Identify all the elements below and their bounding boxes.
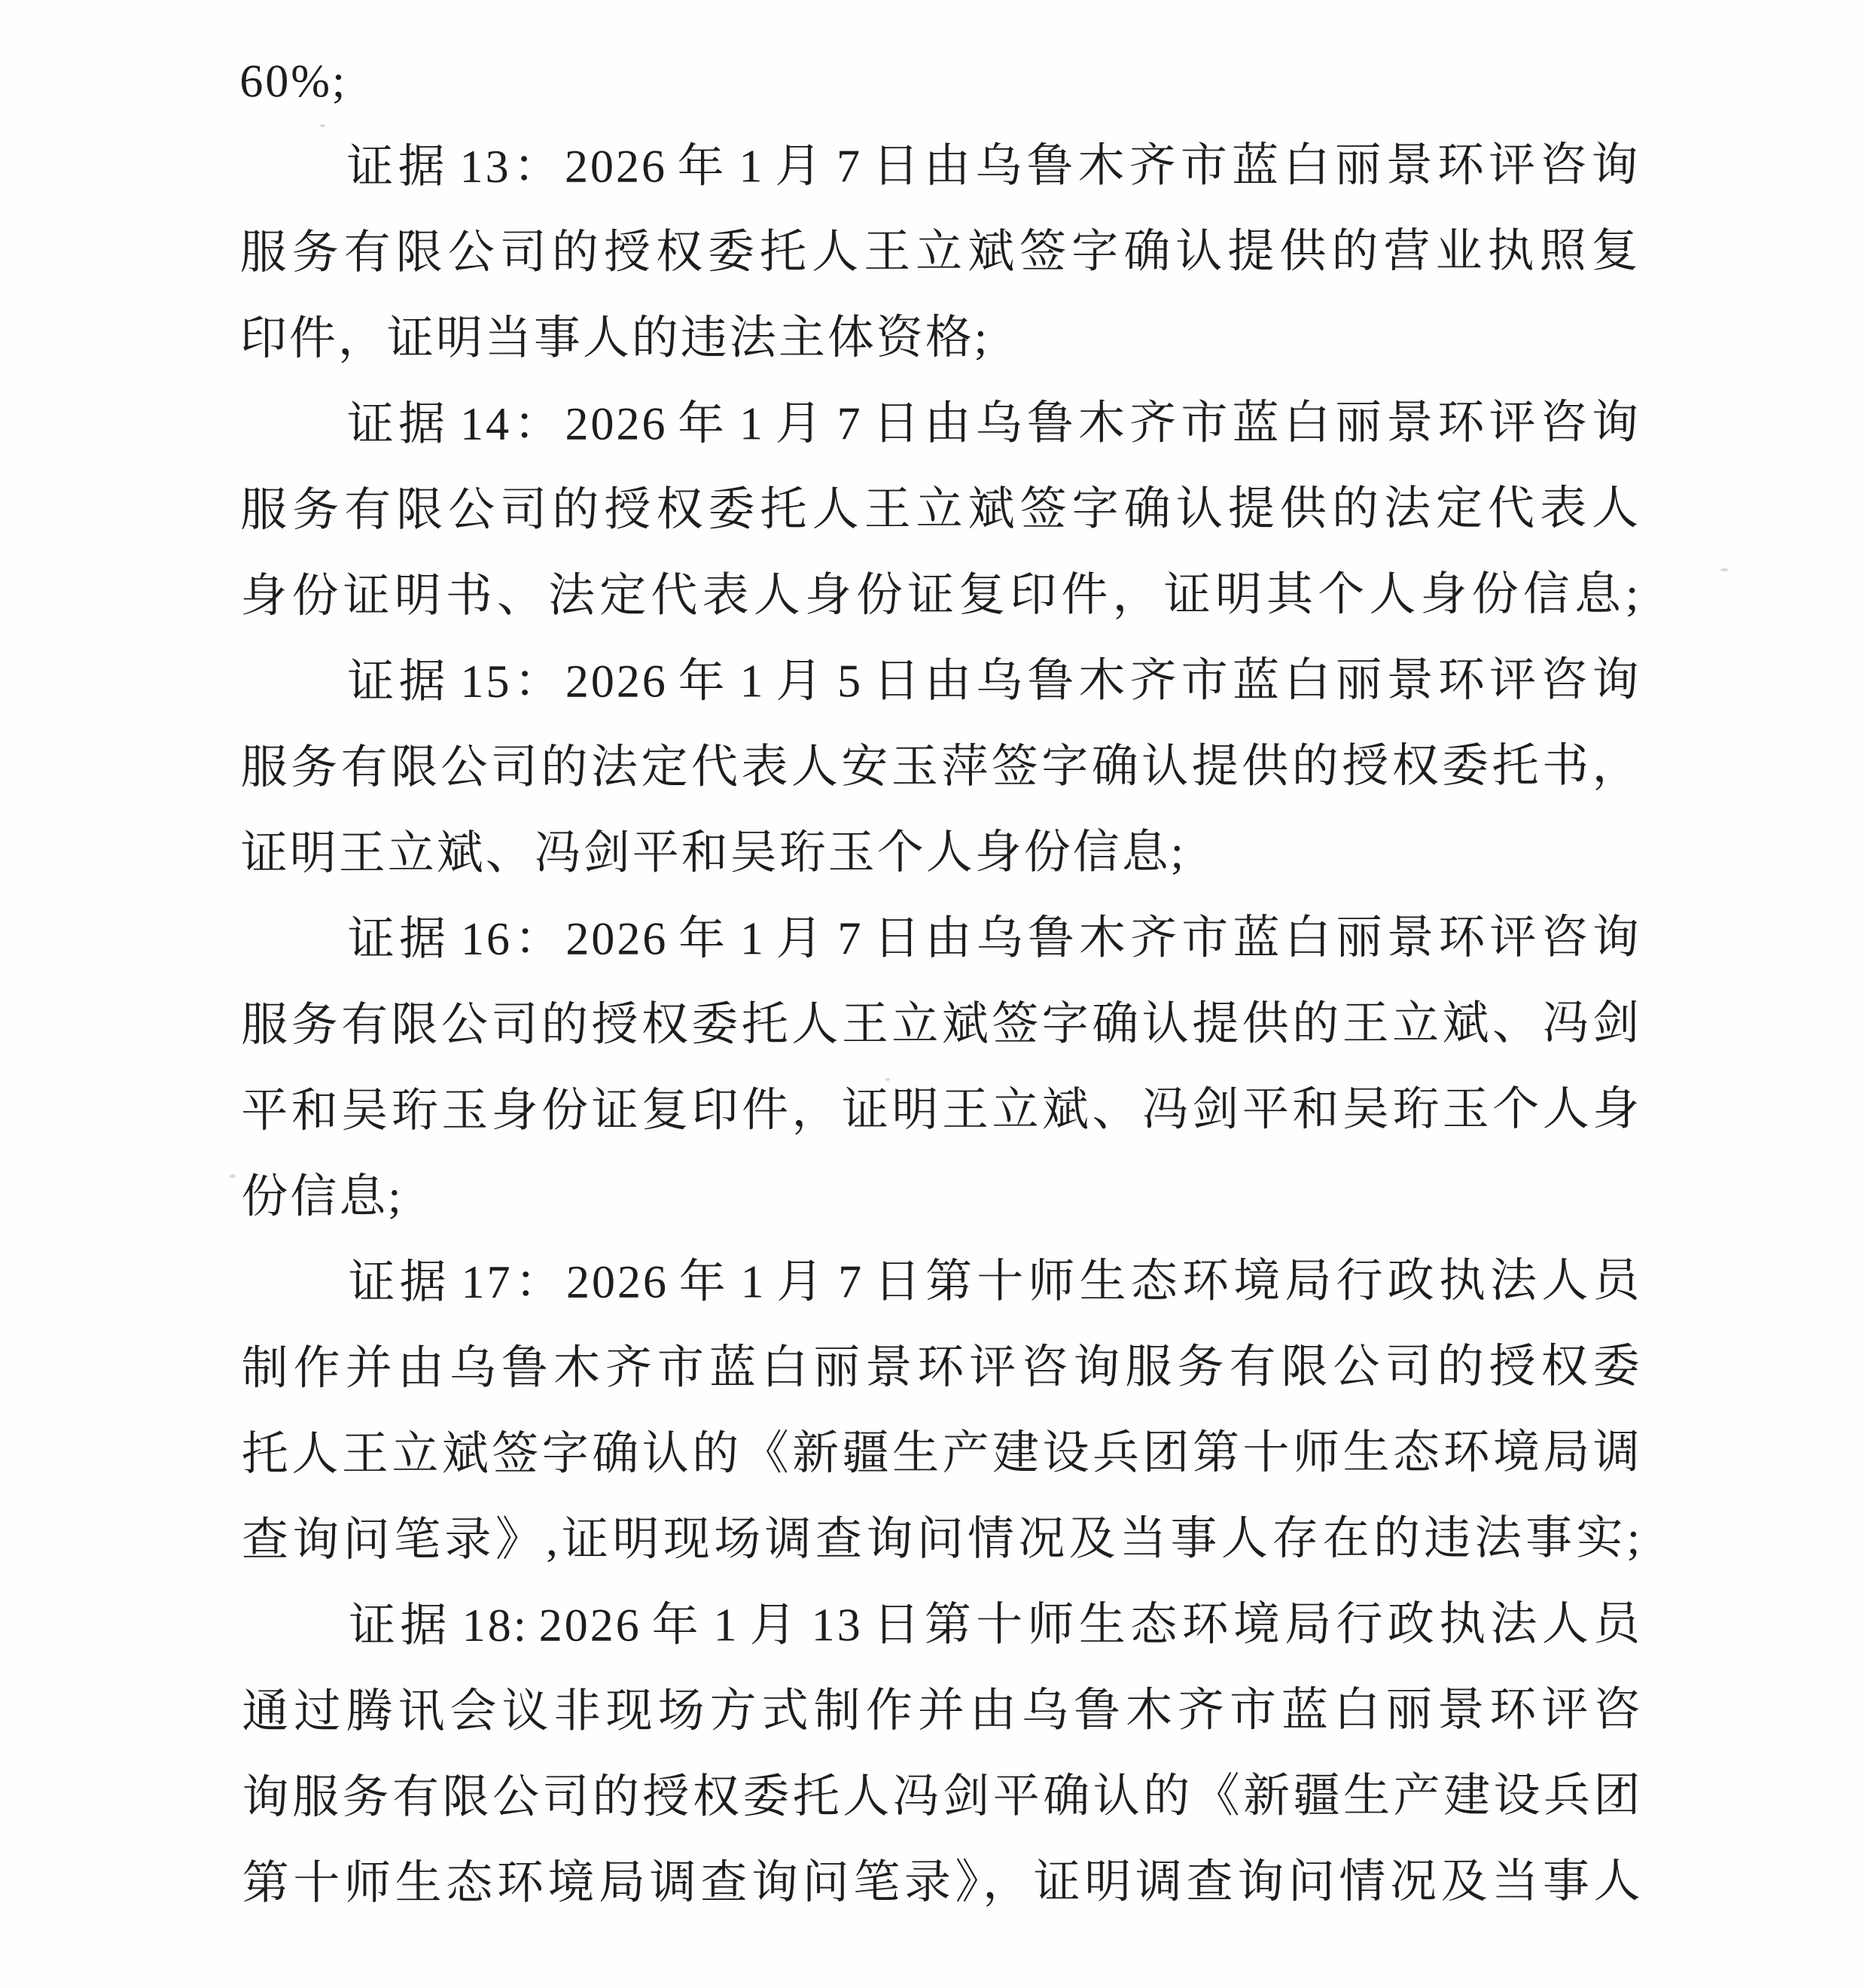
- text-line: 托人王立斌签字确认的《新疆生产建设兵团第十师生态环境局调: [241, 1426, 1642, 1481]
- text-line: 制作并由乌鲁木齐市蓝白丽景环评咨询服务有限公司的授权委: [241, 1341, 1642, 1395]
- text-line: 证据 15：2026 年 1 月 5 日由乌鲁木齐市蓝白丽景环评咨询: [347, 654, 1641, 708]
- text-line: 服务有限公司的授权委托人王立斌签字确认提供的法定代表人: [240, 483, 1641, 537]
- scan-speck: [885, 1078, 890, 1081]
- scan-speck: [230, 1174, 236, 1178]
- paragraph-evidence-18: [242, 1582, 1643, 1927]
- text-line: 身份证明书、法定代表人身份证复印件，证明其个人身份信息;: [240, 568, 1641, 623]
- text-line: 服务有限公司的授权委托人王立斌签字确认提供的王立斌、冯剑: [241, 997, 1642, 1052]
- text-line: 60%;: [239, 56, 348, 108]
- document-text-block: [239, 37, 1643, 1927]
- paragraph-evidence-14: [240, 380, 1641, 640]
- paragraph-evidence-13: [239, 123, 1640, 382]
- text-line: 证据 14：2026 年 1 月 7 日由乌鲁木齐市蓝白丽景环评咨询: [346, 397, 1641, 451]
- text-line: 询服务有限公司的授权委托人冯剑平确认的《新疆生产建设兵团: [242, 1770, 1643, 1824]
- paragraph-evidence-15: [240, 638, 1641, 897]
- text-line: 份信息;: [241, 1171, 404, 1223]
- text-line: 证据 17：2026 年 1 月 7 日第十师生态环境局行政执法人员: [348, 1255, 1642, 1309]
- text-line: 证据 16：2026 年 1 月 7 日由乌鲁木齐市蓝白丽景环评咨询: [347, 912, 1641, 966]
- scan-speck: [320, 124, 325, 127]
- text-line: 证明王立斌、冯剑平和吴珩玉个人身份信息;: [240, 827, 1187, 880]
- text-line: 服务有限公司的授权委托人王立斌签字确认提供的营业执照复: [239, 225, 1641, 279]
- text-line: 印件，证明当事人的违法主体资格;: [239, 312, 990, 365]
- paragraph-evidence-17: [241, 1238, 1642, 1584]
- scan-speck: [1720, 568, 1729, 571]
- text-line: 通过腾讯会议非现场方式制作并由乌鲁木齐市蓝白丽景环评咨: [242, 1684, 1643, 1738]
- text-line: 查询问笔录》,证明现场调查询问情况及当事人存在的违法事实;: [241, 1512, 1643, 1566]
- text-line: 证据 18: 2026 年 1 月 13 日第十师生态环境局行政执法人员: [349, 1598, 1643, 1652]
- paragraph-evidence-16: [241, 895, 1642, 1241]
- paragraph-carryover-paragraph-end: [239, 37, 1640, 125]
- text-line: 服务有限公司的法定代表人安玉萍签字确认提供的授权委托书，: [240, 740, 1641, 794]
- text-line: 第十师生态环境局调查询问笔录》，证明调查询问情况及当事人: [242, 1856, 1643, 1910]
- text-line: 平和吴珩玉身份证复印件，证明王立斌、冯剑平和吴珩玉个人身: [241, 1083, 1642, 1137]
- text-line: 证据 13：2026 年 1 月 7 日由乌鲁木齐市蓝白丽景环评咨询: [346, 139, 1641, 193]
